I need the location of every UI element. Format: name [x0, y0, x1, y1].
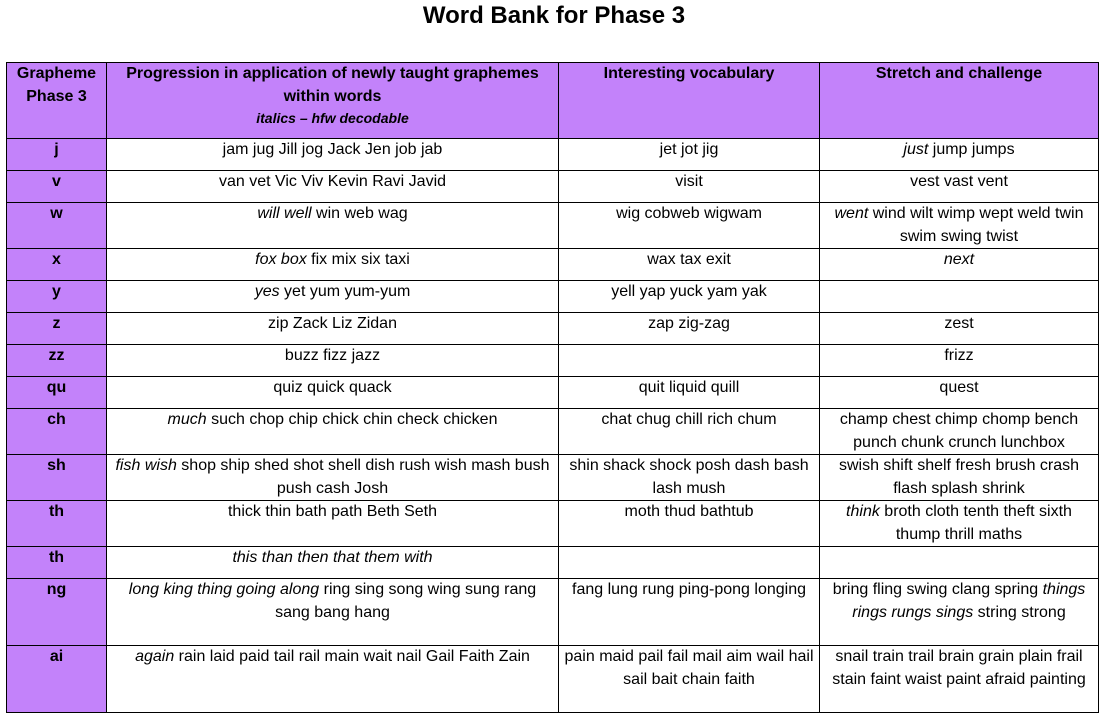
vocabulary-cell: jet jot jig — [559, 139, 820, 171]
stretch-cell — [820, 547, 1099, 579]
table-row — [7, 139, 1099, 171]
word-bank-table — [6, 62, 1099, 713]
stretch-cell: champ chest chimp chomp bench punch chunk crunch lunchbox — [820, 409, 1099, 455]
progression-cell: this than then that them with — [107, 547, 559, 579]
table-row — [7, 281, 1099, 313]
header-progression — [107, 63, 559, 139]
grapheme-cell: sh — [7, 455, 107, 501]
table-row — [7, 249, 1099, 281]
vocabulary-cell: visit — [559, 171, 820, 203]
grapheme-cell: th — [7, 501, 107, 547]
progression-cell: will well win web wag — [107, 203, 559, 249]
header-stretch: Stretch and challenge — [820, 63, 1099, 139]
header-progression-label: Progression in application of newly taught graphemes within words — [126, 65, 539, 105]
grapheme-cell: w — [7, 203, 107, 249]
grapheme-cell: x — [7, 249, 107, 281]
progression-cell: yes yet yum yum-yum — [107, 281, 559, 313]
progression-cell: fox box fix mix six taxi — [107, 249, 559, 281]
vocabulary-cell: wax tax exit — [559, 249, 820, 281]
table-row — [7, 377, 1099, 409]
vocabulary-cell — [559, 547, 820, 579]
progression-cell: van vet Vic Viv Kevin Ravi Javid — [107, 171, 559, 203]
table-row — [7, 313, 1099, 345]
table-row — [7, 579, 1099, 646]
progression-cell: jam jug Jill jog Jack Jen job jab — [107, 139, 559, 171]
table-row — [7, 409, 1099, 455]
header-progression-note: italics – hfw decodable — [256, 110, 409, 126]
vocabulary-cell: quit liquid quill — [559, 377, 820, 409]
stretch-cell: zest — [820, 313, 1099, 345]
vocabulary-cell: shin shack shock posh dash bash lash mush — [559, 455, 820, 501]
vocabulary-cell: fang lung rung ping-pong longing — [559, 579, 820, 646]
progression-cell: again rain laid paid tail rail main wait nail Gail Faith Zain — [107, 646, 559, 713]
grapheme-cell: ch — [7, 409, 107, 455]
vocabulary-cell: chat chug chill rich chum — [559, 409, 820, 455]
table-row — [7, 203, 1099, 249]
stretch-cell: swish shift shelf fresh brush crash flash splash shrink — [820, 455, 1099, 501]
vocabulary-cell — [559, 345, 820, 377]
grapheme-cell: zz — [7, 345, 107, 377]
vocabulary-cell: zap zig-zag — [559, 313, 820, 345]
stretch-cell — [820, 281, 1099, 313]
header-grapheme: Grapheme Phase 3 — [7, 63, 107, 139]
grapheme-cell: v — [7, 171, 107, 203]
progression-cell: buzz fizz jazz — [107, 345, 559, 377]
progression-cell: fish wish shop ship shed shot shell dish rush wish mash bush push cash Josh — [107, 455, 559, 501]
page-title: Word Bank for Phase 3 — [422, 2, 686, 29]
table-row — [7, 455, 1099, 501]
table-row — [7, 547, 1099, 579]
stretch-cell: quest — [820, 377, 1099, 409]
stretch-cell: snail train trail brain grain plain frail stain faint waist paint afraid painting — [820, 646, 1099, 713]
vocabulary-cell: pain maid pail fail mail aim wail hail sail bait chain faith — [559, 646, 820, 713]
progression-cell: zip Zack Liz Zidan — [107, 313, 559, 345]
stretch-cell: frizz — [820, 345, 1099, 377]
table-row — [7, 646, 1099, 713]
table-row — [7, 345, 1099, 377]
stretch-cell: bring fling swing clang spring things rings rungs sings string strong — [820, 579, 1099, 646]
vocabulary-cell: moth thud bathtub — [559, 501, 820, 547]
table-row — [7, 171, 1099, 203]
grapheme-cell: j — [7, 139, 107, 171]
vocabulary-cell: wig cobweb wigwam — [559, 203, 820, 249]
stretch-cell: vest vast vent — [820, 171, 1099, 203]
stretch-cell: went wind wilt wimp wept weld twin swim swing twist — [820, 203, 1099, 249]
progression-cell: thick thin bath path Beth Seth — [107, 501, 559, 547]
table-header-row — [7, 63, 1099, 139]
stretch-cell: just jump jumps — [820, 139, 1099, 171]
grapheme-cell: th — [7, 547, 107, 579]
grapheme-cell: z — [7, 313, 107, 345]
stretch-cell: think broth cloth tenth theft sixth thump thrill maths — [820, 501, 1099, 547]
vocabulary-cell: yell yap yuck yam yak — [559, 281, 820, 313]
progression-cell: long king thing going along ring sing song wing sung rang sang bang hang — [107, 579, 559, 646]
grapheme-cell: y — [7, 281, 107, 313]
progression-cell: much such chop chip chick chin check chicken — [107, 409, 559, 455]
grapheme-cell: qu — [7, 377, 107, 409]
progression-cell: quiz quick quack — [107, 377, 559, 409]
table-row — [7, 501, 1099, 547]
stretch-cell: next — [820, 249, 1099, 281]
grapheme-cell: ai — [7, 646, 107, 713]
header-vocabulary: Interesting vocabulary — [559, 63, 820, 139]
grapheme-cell: ng — [7, 579, 107, 646]
